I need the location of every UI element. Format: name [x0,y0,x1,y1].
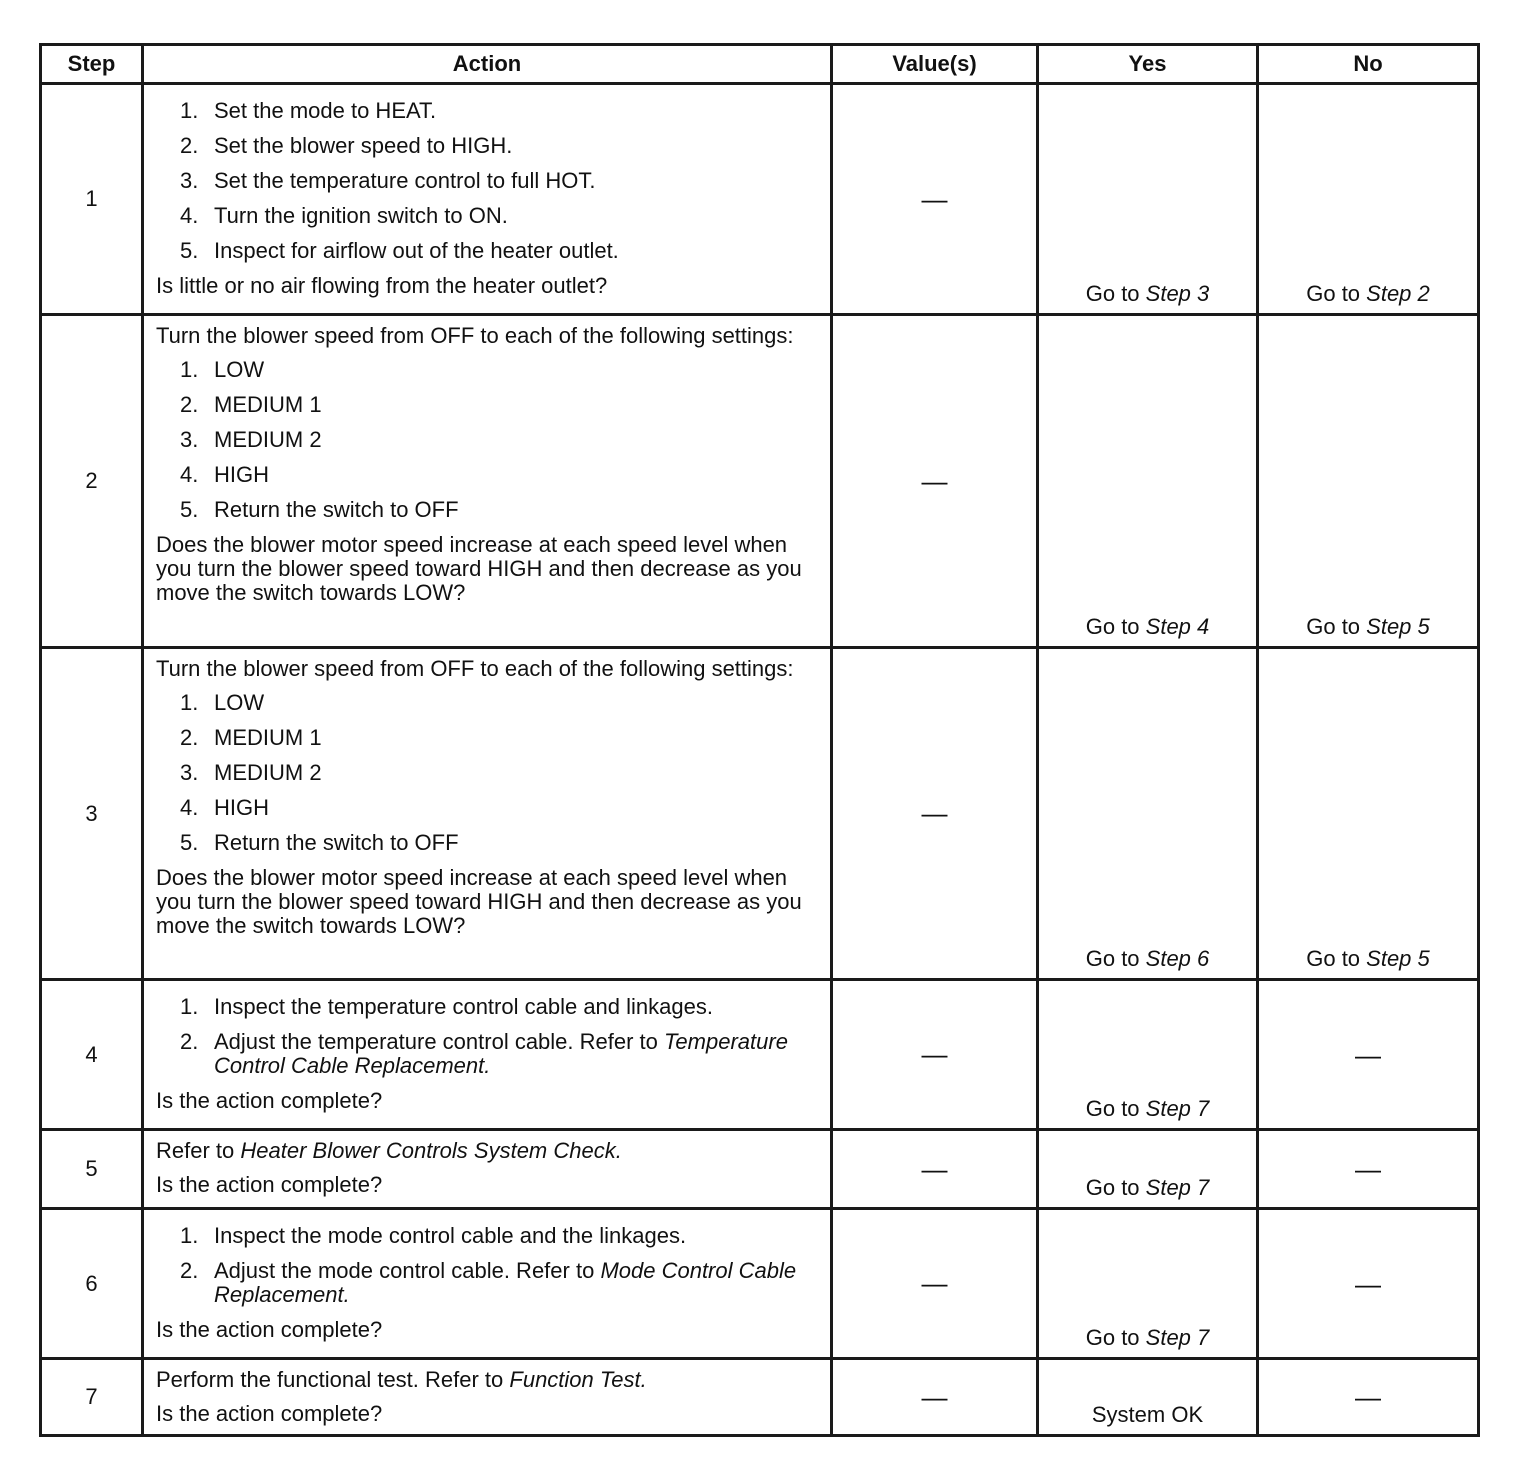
step-number: 2 [41,315,143,648]
list-item: 5. Return the switch to OFF [180,830,459,855]
value-cell: — [832,1130,1038,1209]
value-cell: — [832,648,1038,980]
action-question: Does the blower motor speed increase at each speed level when you turn the blower speed toward HIGH and then decrease as you move the switch towards LOW? [156,532,802,605]
doc-reference: Mode Control Cable Replacement. [214,1258,797,1307]
value-cell: — [832,1209,1038,1359]
no-cell: Go to Step 5 [1258,648,1479,980]
action-question: Is the action complete? [156,1401,383,1426]
action-cell [143,1130,832,1209]
action-question: Is little or no air flowing from the heater outlet? [156,273,608,298]
header-values: Value(s) [832,45,1038,84]
action-intro: Perform the functional test. Refer to Function Test. [156,1367,647,1392]
list-item: 5. Return the switch to OFF [180,497,459,522]
doc-reference: Temperature Control Cable Replacement. [214,1029,788,1078]
table-row [41,315,1479,648]
step-ref: Step 7 [1145,1325,1210,1350]
value-cell: — [832,1359,1038,1436]
step-number: 5 [41,1130,143,1209]
list-item: 4. HIGH [180,462,269,487]
step-ref: Step 5 [1366,614,1430,639]
doc-reference: Function Test. [509,1367,647,1392]
action-intro: Refer to Heater Blower Controls System Check. [156,1138,622,1163]
header-yes: Yes [1038,45,1258,84]
no-cell: Go to Step 5 [1258,315,1479,648]
header-action: Action [143,45,832,84]
step-ref: Step 2 [1366,281,1430,306]
no-cell: — [1258,1359,1479,1436]
list-item: 2. Adjust the temperature control cable. Refer to Temperature Control Cable Replacement. [180,1029,788,1078]
yes-cell: Go to Step 7 [1038,980,1258,1130]
step-ref: Step 6 [1145,946,1210,971]
header-no: No [1258,45,1479,84]
action-question: Is the action complete? [156,1088,383,1113]
list-item: 3. MEDIUM 2 [180,427,322,452]
doc-reference: Heater Blower Controls System Check. [240,1138,622,1163]
table-row [41,648,1479,980]
list-item: 3. Set the temperature control to full HOT. [180,168,596,193]
step-number: 4 [41,980,143,1130]
yes-cell: Go to Step 7 [1038,1130,1258,1209]
step-ref: Step 7 [1145,1175,1210,1200]
yes-cell: Go to Step 4 [1038,315,1258,648]
list-item: 4. Turn the ignition switch to ON. [180,203,508,228]
no-cell: Go to Step 2 [1258,84,1479,315]
list-item: 2. MEDIUM 1 [180,392,322,417]
step-number: 7 [41,1359,143,1436]
list-item: 3. MEDIUM 2 [180,760,322,785]
yes-cell: Go to Step 7 [1038,1209,1258,1359]
step-number: 6 [41,1209,143,1359]
diagnostic-table [39,43,1480,1437]
table-row [41,1130,1479,1209]
list-item: 2. Adjust the mode control cable. Refer to Mode Control Cable Replacement. [180,1258,797,1307]
table-row [41,980,1479,1130]
list-item: 5. Inspect for airflow out of the heater outlet. [180,238,619,263]
list-item: 1. Set the mode to HEAT. [180,98,437,123]
no-cell: — [1258,1130,1479,1209]
step-ref: Step 3 [1145,281,1210,306]
value-cell: — [832,84,1038,315]
step-ref: Step 4 [1145,614,1210,639]
action-cell [143,84,832,315]
yes-cell: Go to Step 3 [1038,84,1258,315]
action-cell [143,980,832,1130]
yes-cell: Go to Step 6 [1038,648,1258,980]
table-row [41,1359,1479,1436]
no-cell: — [1258,1209,1479,1359]
table-row [41,84,1479,315]
step-number: 1 [41,84,143,315]
header-row [41,45,1479,84]
list-item: 1. LOW [180,357,265,382]
step-ref: Step 7 [1145,1096,1210,1121]
no-cell: — [1258,980,1479,1130]
action-question: Is the action complete? [156,1317,383,1342]
list-item: 2. MEDIUM 1 [180,725,322,750]
header-step: Step [41,45,143,84]
step-ref: Step 5 [1366,946,1430,971]
yes-cell: System OK [1038,1359,1258,1436]
action-question: Does the blower motor speed increase at each speed level when you turn the blower speed toward HIGH and then decrease as you move the switch towards LOW? [156,865,802,938]
action-intro: Turn the blower speed from OFF to each of the following settings: [156,323,794,348]
step-number: 3 [41,648,143,980]
list-item: 4. HIGH [180,795,269,820]
action-question: Is the action complete? [156,1172,383,1197]
list-item: 2. Set the blower speed to HIGH. [180,133,513,158]
value-cell: — [832,315,1038,648]
action-intro: Turn the blower speed from OFF to each of the following settings: [156,656,794,681]
table-row [41,1209,1479,1359]
action-cell [143,1209,832,1359]
action-cell [143,648,832,980]
action-cell [143,1359,832,1436]
list-item: 1. LOW [180,690,265,715]
value-cell: — [832,980,1038,1130]
action-cell [143,315,832,648]
list-item: 1. Inspect the mode control cable and the linkages. [180,1223,687,1248]
list-item: 1. Inspect the temperature control cable and linkages. [180,994,713,1019]
